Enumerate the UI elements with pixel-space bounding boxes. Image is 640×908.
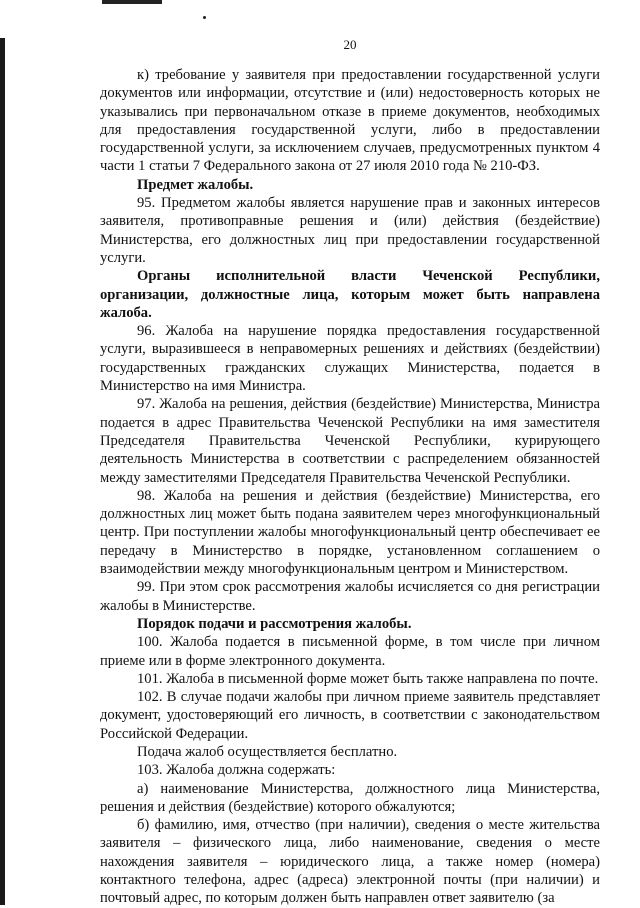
paragraph: 95. Предметом жалобы является нарушение прав и законных интересов заявителя, противоправные решения и (или) действия (бездействие) Министерства, его должностных лиц при предоставлении государственной услуги. — [100, 195, 600, 266]
paragraph: б) фамилию, имя, отчество (при наличии), сведения о месте жительства заявителя – физического лица, либо наименование, сведения о месте нахождения заявителя – юридического лица, а также номер (номера) контактного телефона, адрес (адреса) электронной почты (при наличии) и почтовый адрес, по которым должен быть направлен ответ заявителю (за — [100, 817, 600, 907]
section-heading: Органы исполнительной власти Чеченской Республики, организации, должностные лица, которым может быть направлена жалоба. — [100, 268, 600, 321]
paragraph: 98. Жалоба на решения и действия (бездействие) Министерства, его должностных лиц может быть подана заявителем через многофункциональный центр. При поступлении жалобы многофункциональный центр обеспечивает ее передачу в Министерство в порядке, установленном соглашением о взаимодействии между многофункциональным центром и Министерством. — [100, 487, 600, 578]
scan-artifact-top-2 — [135, 0, 155, 3]
paragraph: 99. При этом срок рассмотрения жалобы исчисляется со дня регистрации жалобы в Министерстве. — [100, 579, 600, 614]
section-heading: Предмет жалобы. — [137, 176, 254, 193]
scan-left-edge — [0, 38, 5, 905]
paragraph: а) наименование Министерства, должностного лица Министерства, решения и действия (бездействие) которого обжалуются; — [100, 780, 600, 815]
scan-artifact-dot — [203, 16, 206, 19]
paragraph: к) требование у заявителя при предоставлении государственной услуги документов или информации, отсутствие и (или) недостоверность которых не указывались при первоначальном отказе в приеме документов, необходимых для предоставления государственной услуги, либо в предоставлении государственной услуги, за исключением случаев, предусмотренных пунктом 4 части 1 статьи 7 Федерального закона от 27 июля 2010 года № 210-ФЗ. — [100, 67, 600, 175]
paragraph: 103. Жалоба должна содержать: — [137, 762, 336, 779]
section-heading: Порядок подачи и рассмотрения жалобы. — [137, 615, 412, 632]
page-number: 20 — [343, 37, 357, 52]
paragraph: Подача жалоб осуществляется бесплатно. — [137, 743, 398, 760]
document-body — [100, 66, 600, 908]
paragraph: 96. Жалоба на нарушение порядка предоставления государственной услуги, выразившееся в неправомерных решениях и действиях (бездействии) государственных гражданских служащих Министерства, подается в Министерство на имя Министра. — [100, 323, 600, 395]
paragraph: 100. Жалоба подается в письменной форме, в том числе при личном приеме или в форме электронного документа. — [100, 634, 600, 669]
paragraph: 97. Жалоба на решения, действия (бездействие) Министерства, Министра подается в адрес Правительства Чеченской Республики на имя заместителя Председателя Правительства Чеченской Республики, курирующего деятельность Министерства в соответствии с распределением обязанностей между заместителями Председателя Правительства Чеченской Республики. — [100, 396, 600, 486]
paragraph: 102. В случае подачи жалобы при личном приеме заявитель представляет документ, удостоверяющий его личность, в соответствии с законодательством Российской Федерации. — [100, 689, 600, 742]
paragraph: 101. Жалоба в письменной форме может быть также направлена по почте. — [137, 670, 599, 687]
